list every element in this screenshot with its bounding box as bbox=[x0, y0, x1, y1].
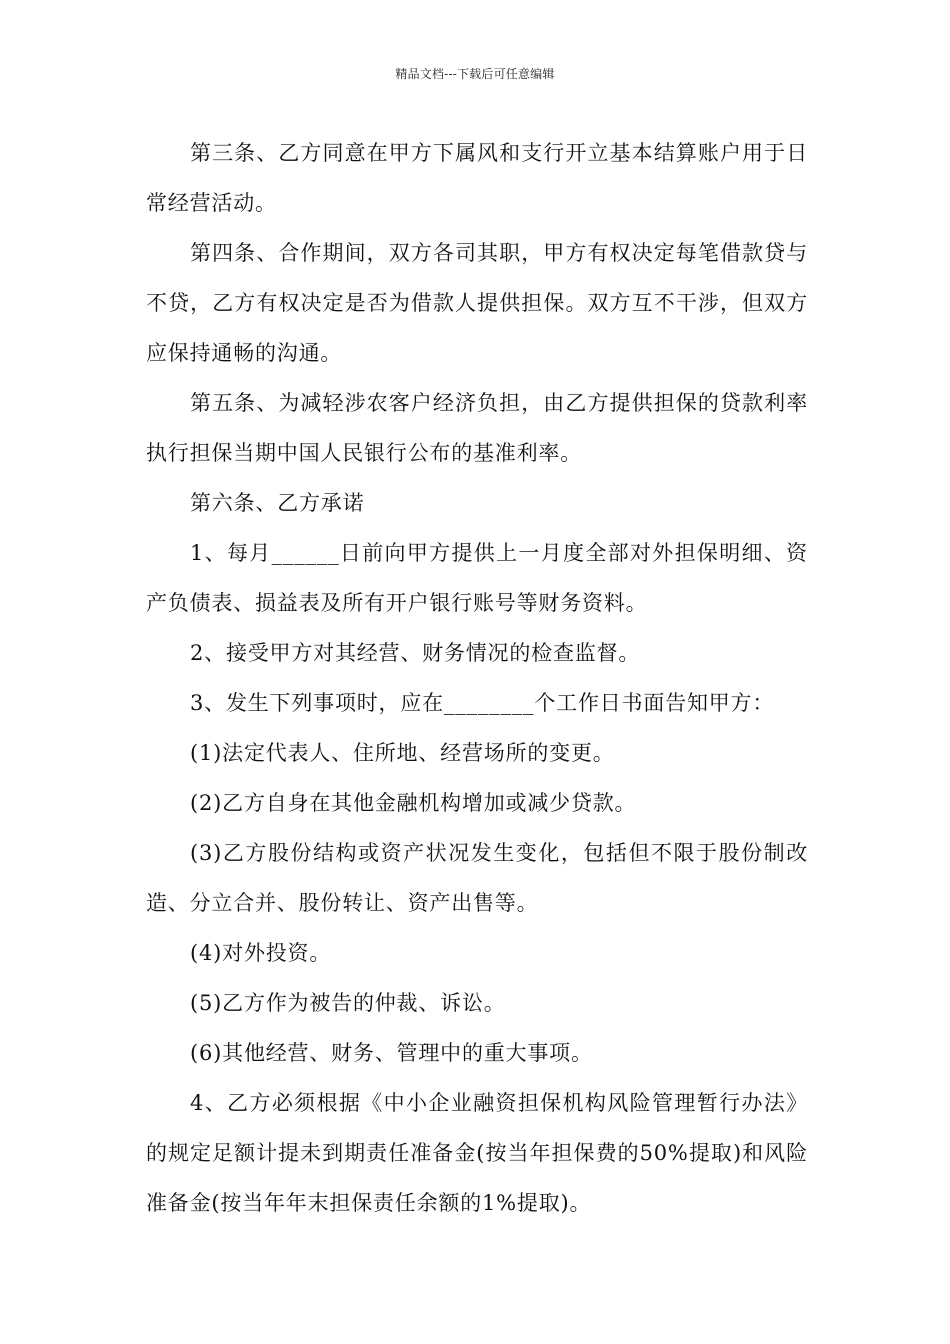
paragraph-item-4: 4、乙方必须根据《中小企业融资担保机构风险管理暂行办法》的规定足额计提未到期责任准备金(按当年担保费的50%提取)和风险准备金(按当年年末担保责任余额的1%提取)。 bbox=[146, 1091, 808, 1215]
paragraph-subitem-1: (1)法定代表人、住所地、经营场所的变更。 bbox=[190, 741, 615, 765]
paragraph-article-6-heading: 第六条、乙方承诺 bbox=[190, 491, 365, 515]
paragraph-article-3: 第三条、乙方同意在甲方下属风和支行开立基本结算账户用于日常经营活动。 bbox=[146, 141, 808, 215]
paragraph-subitem-5: (5)乙方作为被告的仲裁、诉讼。 bbox=[190, 991, 506, 1015]
paragraph-item-1: 1、每月______日前向甲方提供上一月度全部对外担保明细、资产负债表、损益表及所有开户银行账号等财务资料。 bbox=[146, 541, 808, 615]
paragraph-subitem-3: (3)乙方股份结构或资产状况发生变化，包括但不限于股份制改造、分立合并、股份转让、资产出售等。 bbox=[146, 841, 808, 915]
paragraph-article-5: 第五条、为减轻涉农客户经济负担，由乙方提供担保的贷款利率执行担保当期中国人民银行公布的基准利率。 bbox=[146, 391, 808, 465]
paragraph-subitem-6: (6)其他经营、财务、管理中的重大事项。 bbox=[190, 1041, 593, 1065]
paragraph-subitem-2: (2)乙方自身在其他金融机构增加或减少贷款。 bbox=[190, 791, 637, 815]
document-body bbox=[146, 128, 808, 1228]
paragraph-item-2: 2、接受甲方对其经营、财务情况的检查监督。 bbox=[190, 641, 641, 665]
paragraph-subitem-4: (4)对外投资。 bbox=[190, 941, 332, 965]
paragraph-article-4: 第四条、合作期间，双方各司其职，甲方有权决定每笔借款贷与不贷，乙方有权决定是否为借款人提供担保。双方互不干涉，但双方应保持通畅的沟通。 bbox=[146, 241, 808, 365]
page-header: 精品文档---下载后可任意编辑 bbox=[395, 67, 555, 81]
paragraph-item-3: 3、发生下列事项时，应在________个工作日书面告知甲方： bbox=[190, 691, 775, 715]
